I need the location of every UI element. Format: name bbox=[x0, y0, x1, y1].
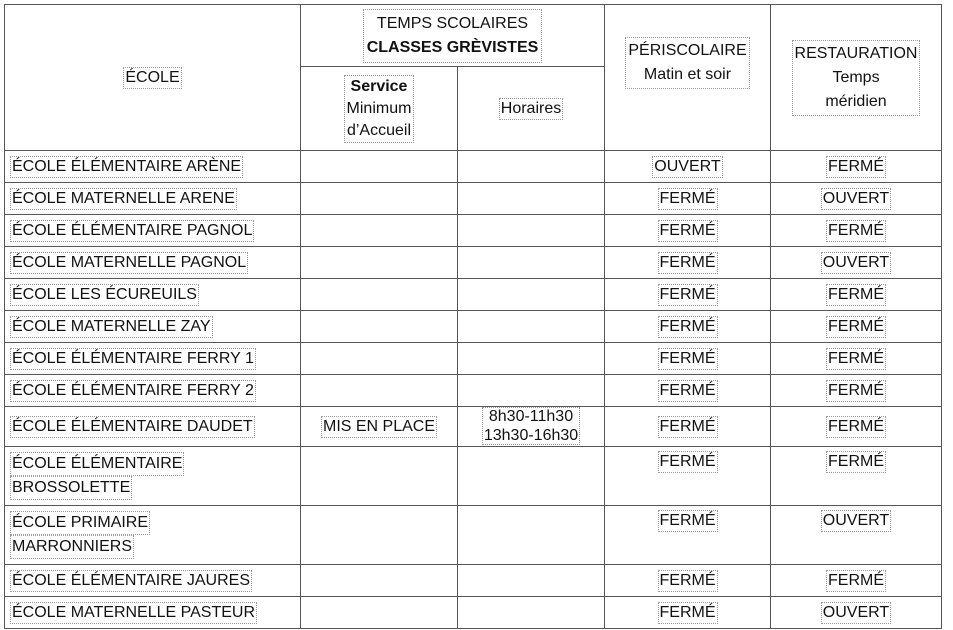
cell-service-minimum bbox=[301, 565, 458, 597]
cell-school bbox=[5, 215, 301, 247]
table-row bbox=[5, 565, 942, 597]
periscolaire-status: FERMÉ bbox=[658, 416, 718, 438]
cell-restauration bbox=[771, 151, 942, 183]
cell-horaires bbox=[458, 151, 605, 183]
header-temps-scolaires bbox=[301, 5, 605, 67]
school-name: ÉCOLE MATERNELLE PASTEUR bbox=[10, 602, 257, 624]
restauration-status: FERMÉ bbox=[826, 156, 886, 178]
cell-restauration bbox=[771, 407, 942, 447]
school-name: ÉCOLE MATERNELLE ARENE bbox=[10, 188, 237, 210]
service-minimum-status: MIS EN PLACE bbox=[321, 416, 437, 438]
periscolaire-status: FERMÉ bbox=[658, 220, 718, 242]
school-name: ÉCOLE PRIMAIRE bbox=[10, 511, 150, 535]
periscolaire-status: FERMÉ bbox=[658, 602, 718, 624]
restauration-status: OUVERT bbox=[821, 602, 891, 624]
table-row bbox=[5, 311, 942, 343]
restauration-status: FERMÉ bbox=[826, 220, 886, 242]
cell-horaires bbox=[458, 247, 605, 279]
cell-service-minimum bbox=[301, 183, 458, 215]
cell-school bbox=[5, 183, 301, 215]
school-name: ÉCOLE ÉLÉMENTAIRE FERRY 2 bbox=[10, 380, 256, 402]
periscolaire-status: FERMÉ bbox=[658, 188, 718, 210]
cell-service-minimum bbox=[301, 311, 458, 343]
table-row bbox=[5, 183, 942, 215]
periscolaire-status: FERMÉ bbox=[658, 316, 718, 338]
header-smaa-line3: d’Accueil bbox=[346, 121, 411, 139]
header-restauration bbox=[771, 5, 942, 151]
school-name: ÉCOLE ÉLÉMENTAIRE FERRY 1 bbox=[10, 348, 256, 370]
periscolaire-status: FERMÉ bbox=[658, 451, 718, 473]
cell-periscolaire bbox=[605, 407, 771, 447]
cell-horaires bbox=[458, 183, 605, 215]
table-row bbox=[5, 215, 942, 247]
table-row bbox=[5, 597, 942, 629]
restauration-status: OUVERT bbox=[821, 188, 891, 210]
cell-service-minimum bbox=[301, 247, 458, 279]
cell-restauration bbox=[771, 447, 942, 506]
header-periscolaire-box bbox=[625, 37, 749, 89]
horaires-line: 13h30-16h30 bbox=[483, 427, 579, 444]
periscolaire-status: FERMÉ bbox=[658, 348, 718, 370]
cell-service-minimum bbox=[301, 279, 458, 311]
header-temps-line1: TEMPS SCOLAIRES bbox=[376, 14, 529, 32]
periscolaire-status: OUVERT bbox=[652, 156, 722, 178]
cell-school bbox=[5, 506, 301, 565]
cell-school bbox=[5, 375, 301, 407]
school-name: ÉCOLE ÉLÉMENTAIRE bbox=[10, 452, 184, 476]
school-name: ÉCOLE ÉLÉMENTAIRE JAURES bbox=[10, 570, 252, 592]
header-smaa-line1: Service bbox=[350, 77, 408, 95]
school-name: ÉCOLE MATERNELLE ZAY bbox=[10, 316, 213, 338]
header-restauration-box bbox=[792, 40, 921, 116]
restauration-status: OUVERT bbox=[821, 252, 891, 274]
horaires-box bbox=[482, 407, 580, 445]
cell-horaires bbox=[458, 279, 605, 311]
school-name: ÉCOLE ÉLÉMENTAIRE PAGNOL bbox=[10, 220, 254, 242]
table-header bbox=[5, 5, 942, 151]
periscolaire-status: FERMÉ bbox=[658, 252, 718, 274]
header-restauration-line3: méridien bbox=[825, 92, 887, 110]
cell-school bbox=[5, 279, 301, 311]
header-horaires-label: Horaires bbox=[499, 98, 563, 120]
table-body bbox=[5, 151, 942, 629]
table-row bbox=[5, 151, 942, 183]
header-ecole bbox=[5, 5, 301, 151]
restauration-status: FERMÉ bbox=[826, 570, 886, 592]
cell-school bbox=[5, 311, 301, 343]
table-row bbox=[5, 343, 942, 375]
header-horaires bbox=[458, 67, 605, 151]
header-periscolaire-line2: Matin et soir bbox=[643, 66, 732, 83]
header-temps-box bbox=[363, 9, 543, 63]
horaires-line: 8h30-11h30 bbox=[488, 408, 574, 425]
header-smaa-line2: Minimum bbox=[346, 99, 412, 117]
restauration-status: FERMÉ bbox=[826, 348, 886, 370]
cell-horaires bbox=[458, 447, 605, 506]
cell-periscolaire bbox=[605, 279, 771, 311]
cell-periscolaire bbox=[605, 343, 771, 375]
cell-periscolaire bbox=[605, 506, 771, 565]
school-name: ÉCOLE ÉLÉMENTAIRE DAUDET bbox=[10, 416, 255, 438]
cell-horaires bbox=[458, 597, 605, 629]
cell-service-minimum bbox=[301, 447, 458, 506]
cell-horaires bbox=[458, 311, 605, 343]
cell-periscolaire bbox=[605, 447, 771, 506]
restauration-status: FERMÉ bbox=[826, 284, 886, 306]
table-row bbox=[5, 279, 942, 311]
cell-service-minimum bbox=[301, 343, 458, 375]
cell-school bbox=[5, 447, 301, 506]
cell-horaires bbox=[458, 215, 605, 247]
table-row bbox=[5, 407, 942, 447]
header-periscolaire-line1: PÉRISCOLAIRE bbox=[628, 42, 747, 59]
cell-service-minimum bbox=[301, 407, 458, 447]
cell-horaires bbox=[458, 343, 605, 375]
cell-restauration bbox=[771, 375, 942, 407]
cell-periscolaire bbox=[605, 565, 771, 597]
cell-horaires bbox=[458, 407, 605, 447]
cell-restauration bbox=[771, 247, 942, 279]
header-ecole-label: ÉCOLE bbox=[123, 67, 181, 89]
cell-school bbox=[5, 151, 301, 183]
schools-status-table bbox=[4, 4, 942, 629]
table-row bbox=[5, 375, 942, 407]
school-name: ÉCOLE MATERNELLE PAGNOL bbox=[10, 252, 248, 274]
cell-restauration bbox=[771, 565, 942, 597]
cell-periscolaire bbox=[605, 375, 771, 407]
cell-service-minimum bbox=[301, 375, 458, 407]
periscolaire-status: FERMÉ bbox=[658, 570, 718, 592]
cell-restauration bbox=[771, 506, 942, 565]
cell-periscolaire bbox=[605, 151, 771, 183]
cell-school bbox=[5, 407, 301, 447]
cell-periscolaire bbox=[605, 597, 771, 629]
restauration-status: FERMÉ bbox=[826, 451, 886, 473]
cell-restauration bbox=[771, 183, 942, 215]
cell-service-minimum bbox=[301, 151, 458, 183]
cell-school bbox=[5, 247, 301, 279]
table-row bbox=[5, 447, 942, 506]
periscolaire-status: FERMÉ bbox=[658, 284, 718, 306]
header-smaa bbox=[301, 67, 458, 151]
school-name: BROSSOLETTE bbox=[10, 476, 132, 500]
header-restauration-line1: RESTAURATION bbox=[794, 44, 918, 62]
cell-restauration bbox=[771, 215, 942, 247]
cell-school bbox=[5, 565, 301, 597]
cell-periscolaire bbox=[605, 183, 771, 215]
cell-restauration bbox=[771, 343, 942, 375]
cell-periscolaire bbox=[605, 311, 771, 343]
restauration-status: FERMÉ bbox=[826, 380, 886, 402]
cell-service-minimum bbox=[301, 215, 458, 247]
cell-periscolaire bbox=[605, 215, 771, 247]
school-name: MARRONNIERS bbox=[10, 535, 134, 559]
restauration-status: FERMÉ bbox=[826, 316, 886, 338]
cell-school bbox=[5, 343, 301, 375]
school-name: ÉCOLE LES ÉCUREUILS bbox=[10, 284, 199, 306]
school-name: ÉCOLE ÉLÉMENTAIRE ARÈNE bbox=[10, 156, 243, 178]
cell-service-minimum bbox=[301, 506, 458, 565]
cell-horaires bbox=[458, 565, 605, 597]
cell-horaires bbox=[458, 506, 605, 565]
table-row bbox=[5, 506, 942, 565]
cell-restauration bbox=[771, 279, 942, 311]
restauration-status: FERMÉ bbox=[826, 416, 886, 438]
cell-restauration bbox=[771, 311, 942, 343]
restauration-status: OUVERT bbox=[821, 510, 891, 532]
cell-school bbox=[5, 597, 301, 629]
periscolaire-status: FERMÉ bbox=[658, 380, 718, 402]
header-temps-line2: CLASSES GRÈVISTES bbox=[366, 38, 539, 56]
header-row-top bbox=[5, 5, 942, 67]
cell-restauration bbox=[771, 597, 942, 629]
cell-horaires bbox=[458, 375, 605, 407]
cell-service-minimum bbox=[301, 597, 458, 629]
header-periscolaire bbox=[605, 5, 771, 151]
periscolaire-status: FERMÉ bbox=[658, 510, 718, 532]
header-restauration-line2: Temps bbox=[832, 68, 880, 86]
header-smaa-box bbox=[344, 75, 415, 143]
cell-periscolaire bbox=[605, 247, 771, 279]
table-row bbox=[5, 247, 942, 279]
